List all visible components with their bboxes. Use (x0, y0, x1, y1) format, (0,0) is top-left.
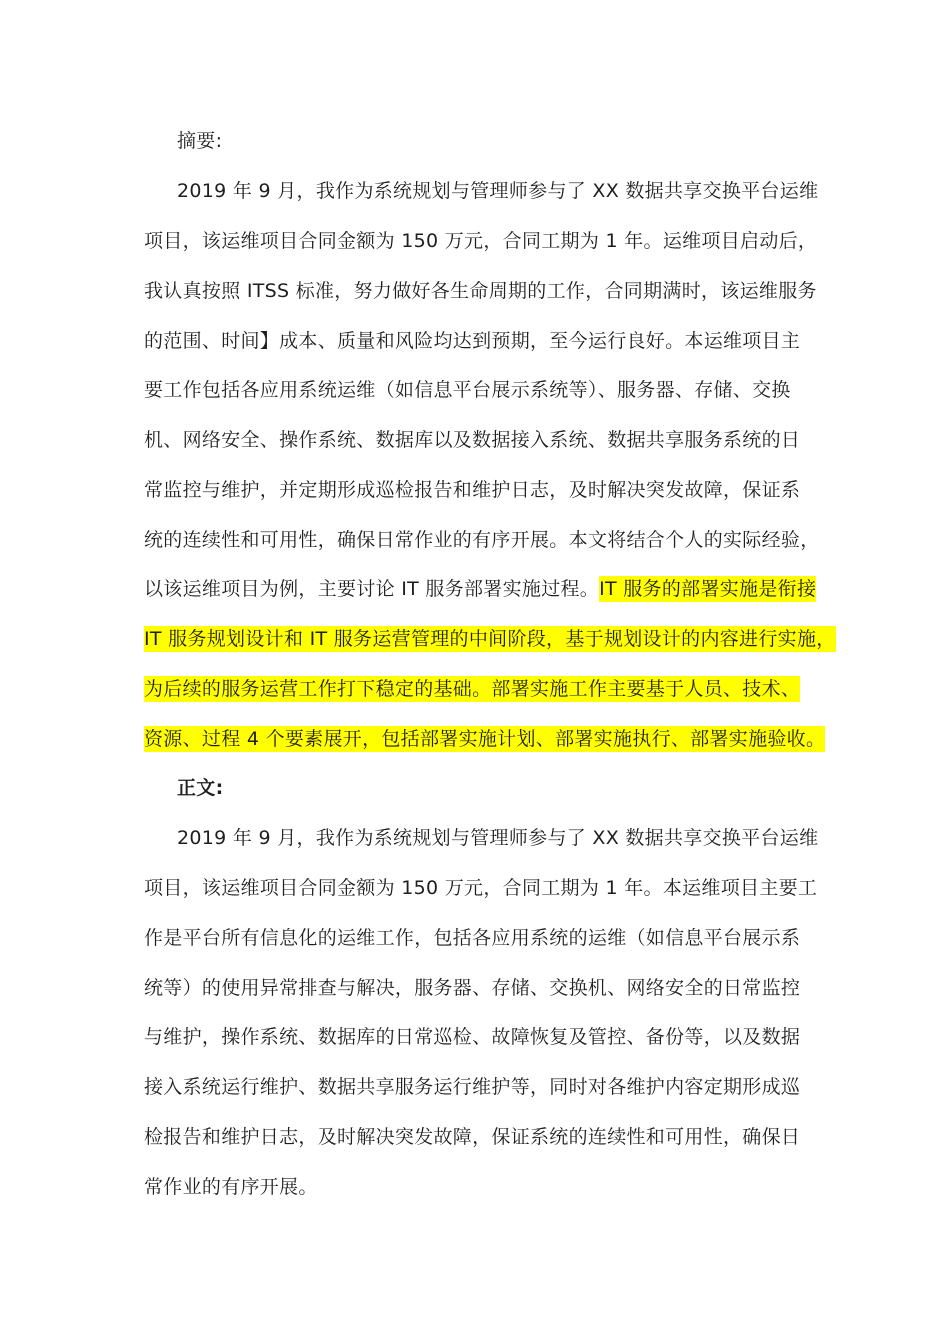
abstract-highlight-line-3 (144, 725, 825, 753)
abstract-line-4: 的范围、时间】成本、质量和风险均达到预期，至今运行良好。本运维项目主 (144, 330, 801, 352)
abstract-line-7: 常监控与维护，并定期形成巡检报告和维护日志，及时解决突发故障，保证系 (144, 479, 801, 501)
abstract-line-5: 要工作包括各应用系统运维（如信息平台展示系统等）、服务器、存储、交换 (144, 379, 791, 401)
abstract-line-9 (144, 575, 816, 603)
body-line-4: 统等）的使用异常排查与解决，服务器、存储、交换机、网络安全的日常监控 (144, 977, 801, 999)
abstract-heading: 摘要: (177, 130, 223, 152)
body-line-3: 作是平台所有信息化的运维工作，包括各应用系统的运维（如信息平台展示系 (144, 927, 801, 949)
highlighted-text: 为后续的服务运营工作打下稳定的基础。部署实施工作主要基于人员、技术、 (144, 678, 801, 700)
abstract-line-9-highlight: IT 服务的部署实施是衔接 (599, 578, 817, 600)
body-heading: 正文: (177, 777, 224, 799)
body-line-1: 2019 年 9 月，我作为系统规划与管理师参与了 XX 数据共享交换平台运维 (177, 827, 819, 849)
body-line-8: 常作业的有序开展。 (144, 1176, 318, 1198)
abstract-highlight-line-1 (144, 625, 836, 653)
body-line-5: 与维护，操作系统、数据库的日常巡检、故障恢复及管控、备份等，以及数据 (144, 1026, 801, 1048)
abstract-line-9-plain: 以该运维项目为例，主要讨论 IT 服务部署实施过程。 (144, 578, 600, 600)
abstract-line-2: 项目，该运维项目合同金额为 150 万元，合同工期为 1 年。运维项目启动后， (144, 230, 818, 252)
highlighted-text: IT 服务规划设计和 IT 服务运营管理的中间阶段，基于规划设计的内容进行实施， (144, 628, 836, 650)
body-line-2: 项目，该运维项目合同金额为 150 万元，合同工期为 1 年。本运维项目主要工 (144, 877, 818, 899)
abstract-line-1: 2019 年 9 月，我作为系统规划与管理师参与了 XX 数据共享交换平台运维 (177, 180, 819, 202)
abstract-line-3: 我认真按照 ITSS 标准，努力做好各生命周期的工作，合同期满时，该运维服务 (144, 280, 817, 302)
abstract-line-6: 机、网络安全、操作系统、数据库以及数据接入系统、数据共享服务系统的日 (144, 429, 801, 451)
abstract-highlight-line-2 (144, 675, 800, 703)
highlighted-text: 资源、过程 4 个要素展开，包括部署实施计划、部署实施执行、部署实施验收。 (144, 728, 826, 750)
body-line-7: 检报告和维护日志，及时解决突发故障，保证系统的连续性和可用性，确保日 (144, 1126, 801, 1148)
abstract-line-8: 统的连续性和可用性，确保日常作业的有序开展。本文将结合个人的实际经验， (144, 529, 820, 551)
body-line-6: 接入系统运行维护、数据共享服务运行维护等，同时对各维护内容定期形成巡 (144, 1076, 801, 1098)
